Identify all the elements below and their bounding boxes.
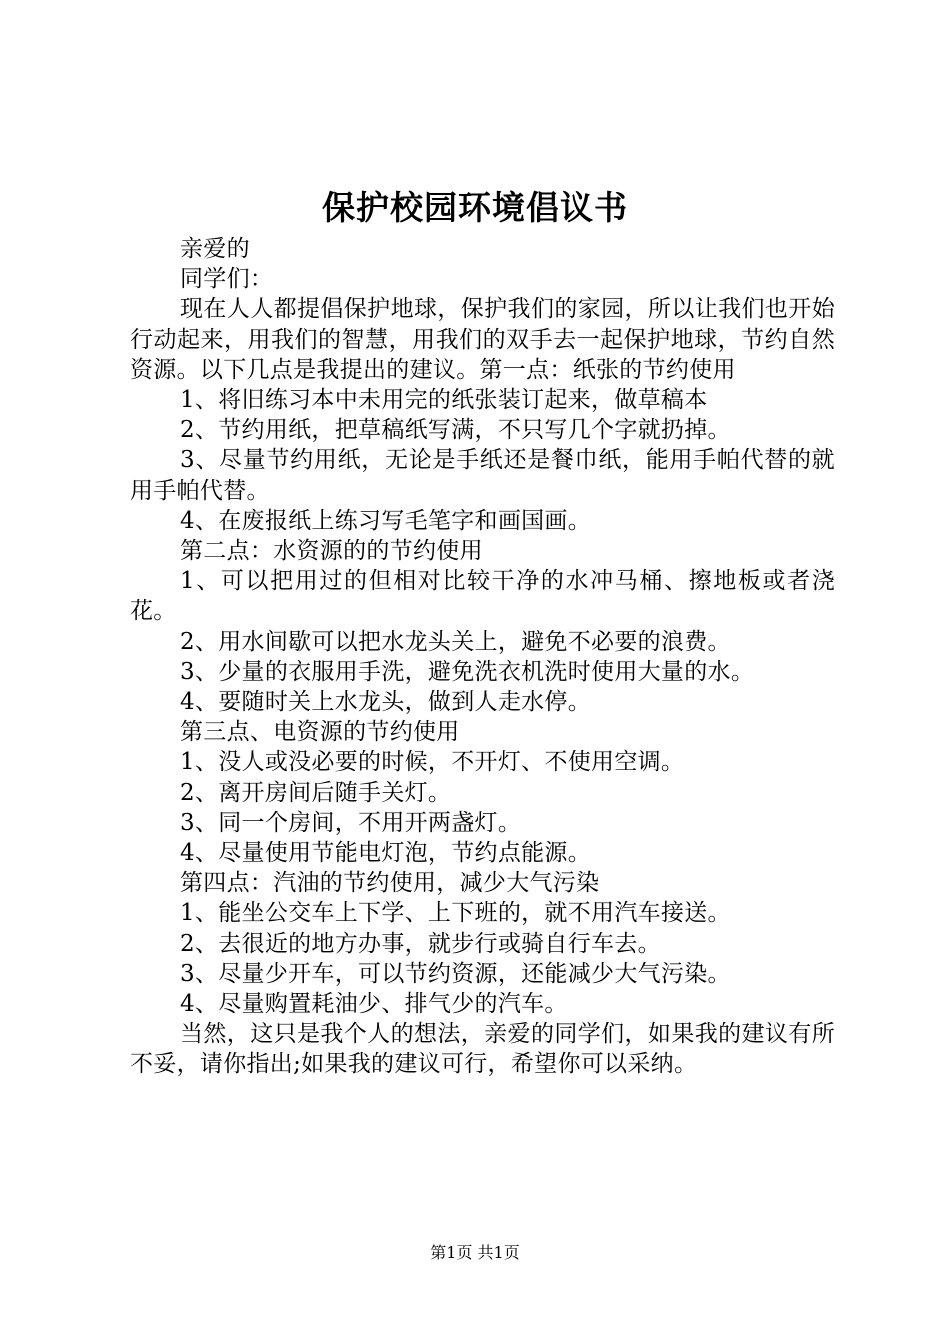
- water-item-1: 1、可以把用过的但相对比较干净的水冲马桶、擦地板或者浇花。: [130, 568, 835, 625]
- paper-item-4: 4、在废报纸上练习写毛笔字和画国画。: [180, 507, 592, 534]
- salutation-line-2: 同学们：: [180, 266, 274, 293]
- water-item-2: 2、用水间歇可以把水龙头关上，避免不必要的浪费。: [180, 628, 731, 655]
- fuel-item-4: 4、尽量购置耗油少、排气少的汽车。: [180, 991, 568, 1018]
- intro-paragraph: 现在人人都提倡保护地球，保护我们的家园，所以让我们也开始行动起来，用我们的智慧，用我们的双手去一起保护地球，节约自然资源。以下几点是我提出的建议。第一点：纸张的节约使用: [130, 296, 835, 383]
- document-title: 保护校园环境倡议书: [322, 188, 628, 227]
- salutation-line-1: 亲爱的: [180, 236, 250, 262]
- section-heading-electricity: 第三点、电资源的节约使用: [180, 719, 460, 746]
- electricity-item-1: 1、没人或没必要的时候，不开灯、不使用空调。: [180, 749, 685, 776]
- electricity-item-4: 4、尽量使用节能电灯泡，节约点能源。: [180, 840, 592, 867]
- page-number-footer: 第1页 共1页: [430, 1243, 520, 1262]
- water-item-3: 3、少量的衣服用手洗，避免洗衣机洗时使用大量的水。: [180, 658, 755, 685]
- section-heading-fuel: 第四点：汽油的节约使用，减少大气污染: [180, 870, 600, 897]
- fuel-item-1: 1、能坐公交车上下学、上下班的，就不用汽车接送。: [180, 900, 731, 927]
- closing-paragraph: 当然，这只是我个人的想法，亲爱的同学们，如果我的建议有所不妥，请你指出;如果我的建议可行，希望你可以采纳。: [130, 1021, 835, 1078]
- fuel-item-2: 2、去很近的地方办事，就步行或骑自行车去。: [180, 930, 661, 957]
- fuel-item-3: 3、尽量少开车，可以节约资源，还能减少大气污染。: [180, 960, 731, 987]
- paper-item-2: 2、节约用纸，把草稿纸写满，不只写几个字就扔掉。: [180, 417, 731, 444]
- electricity-item-2: 2、离开房间后随手关灯。: [180, 779, 452, 806]
- electricity-item-3: 3、同一个房间，不用开两盏灯。: [180, 809, 522, 836]
- paper-item-1: 1、将旧练习本中未用完的纸张装订起来，做草稿本: [180, 387, 708, 414]
- section-heading-water: 第二点：水资源的的节约使用: [180, 538, 483, 565]
- document-body: [130, 234, 835, 1080]
- water-item-4: 4、要随时关上水龙头，做到人走水停。: [180, 689, 592, 716]
- paper-item-3: 3、尽量节约用纸，无论是手纸还是餐巾纸，能用手帕代替的就用手帕代替。: [130, 447, 835, 504]
